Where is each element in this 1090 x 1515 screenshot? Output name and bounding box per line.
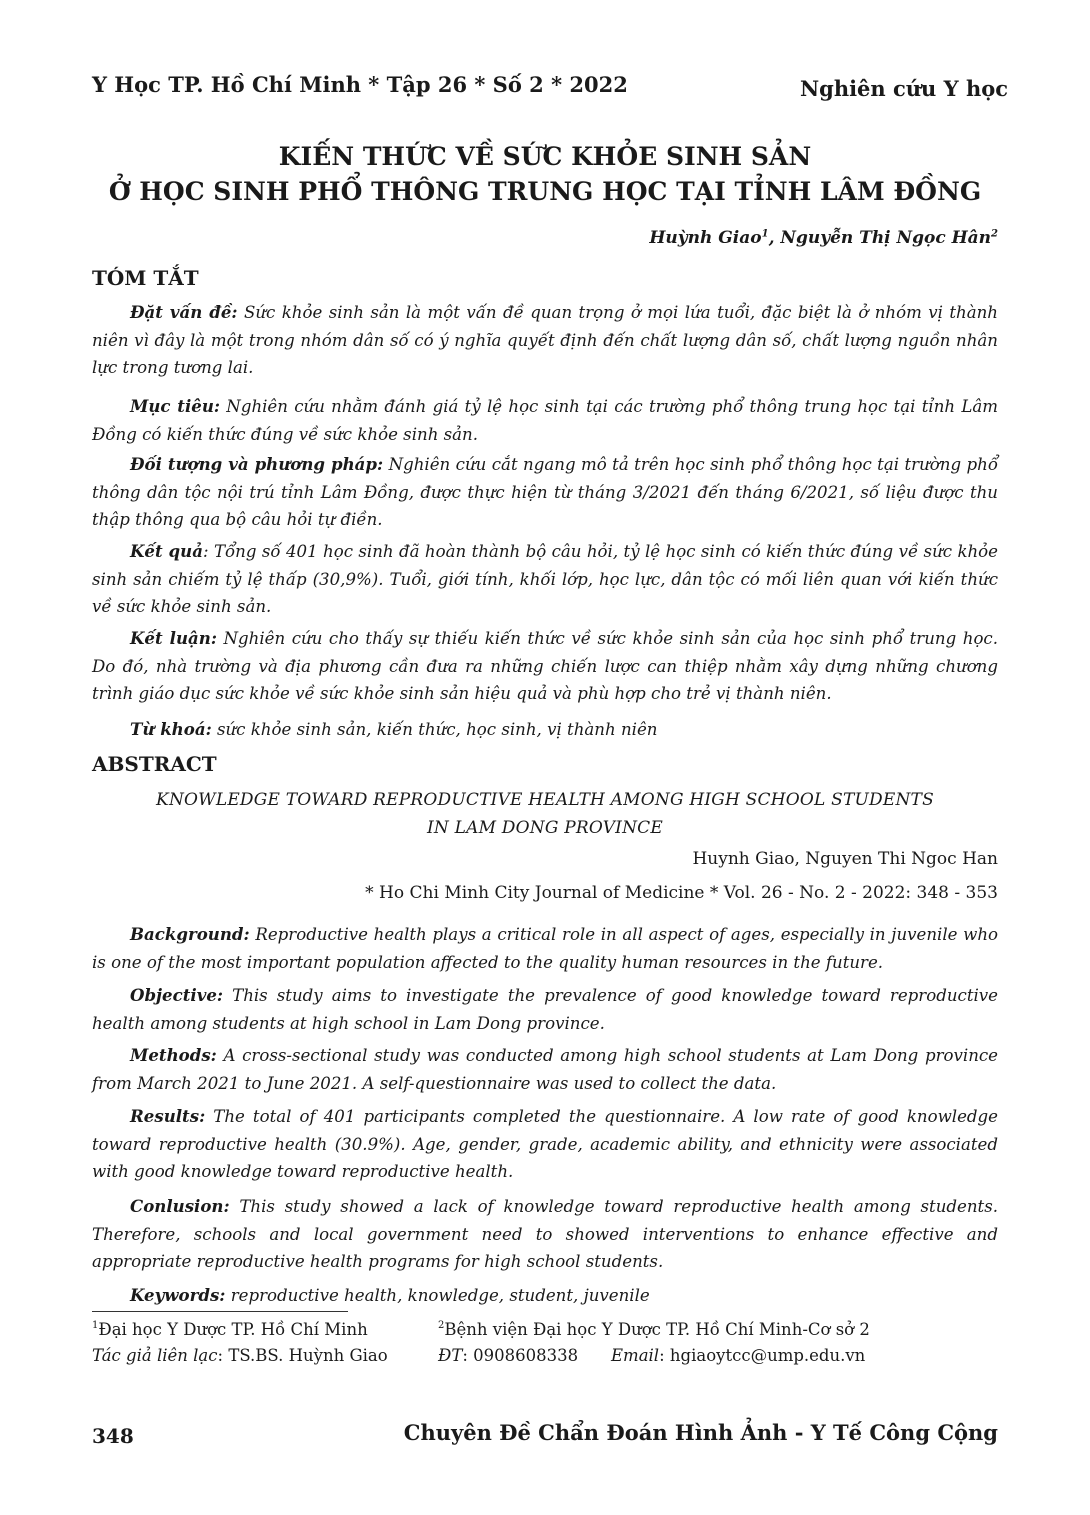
abstract-conclusion-text: This study showed a lack of knowledge toward reproductive health among students. Therefore, schools and local government need to showed interventions to enhance effective and appropriate reproductive health programs for high school students. xyxy=(92,1197,998,1271)
phone-label: ĐT xyxy=(438,1346,463,1365)
paper-title-line1: KIẾN THỨC VỀ SỨC KHỎE SINH SẢN xyxy=(278,142,812,171)
abstract-conclusion-label: Conlusion: xyxy=(130,1196,230,1216)
abstract-objective-text: This study aims to investigate the prevalence of good knowledge toward reproductive health among students at high school in Lam Dong province. xyxy=(92,986,998,1033)
author-separator: , xyxy=(768,228,781,248)
abstract-heading: ABSTRACT xyxy=(92,752,217,776)
email xyxy=(611,1346,865,1365)
tomtat-keywords-text: sức khỏe sinh sản, kiến thức, học sinh, vị thành niên xyxy=(211,720,658,739)
tomtat-keywords xyxy=(92,716,998,744)
citation: * Ho Chi Minh City Journal of Medicine * Vol. 26 - No. 2 - 2022: 348 - 353 xyxy=(365,883,998,903)
abstract-results xyxy=(92,1103,998,1186)
affiliation-1-marker: 1 xyxy=(92,1320,99,1331)
english-title-line1: KNOWLEDGE TOWARD REPRODUCTIVE HEALTH AMONG HIGH SCHOOL STUDENTS xyxy=(156,790,934,810)
phone xyxy=(438,1346,578,1365)
corresponding-author xyxy=(92,1346,388,1365)
tomtat-background xyxy=(92,299,998,382)
tomtat-conclusion xyxy=(92,625,998,708)
abstract-conclusion xyxy=(92,1193,998,1276)
corresponding-author-label: Tác giả liên lạc xyxy=(92,1346,218,1365)
english-title-line2: IN LAM DONG PROVINCE xyxy=(427,818,663,838)
author-2-affiliation: 2 xyxy=(991,228,998,240)
authors-vietnamese xyxy=(649,228,998,248)
tomtat-results-label: Kết quả xyxy=(130,541,203,561)
abstract-background-text: Reproductive health plays a critical role in all aspect of ages, especially in juvenile who is one of the most important population affected to the quality human resources in the future. xyxy=(92,925,998,972)
abstract-background-label: Background: xyxy=(130,924,250,944)
tomtat-methods xyxy=(92,451,998,534)
email-value: : hgiaoytcc@ump.edu.vn xyxy=(659,1346,866,1365)
tomtat-conclusion-text: Nghiên cứu cho thấy sự thiếu kiến thức về sức khỏe sinh sản của học sinh phổ trung học. Do đó, nhà trường và địa phương cần đưa ra những chiến lược can thiệp nhằm xây dựng những chương trình giáo dục sức khỏe về sức khỏe sinh sản hiệu quả và phù hợp cho trẻ vị thành niên. xyxy=(92,629,998,703)
paper-title-line2: Ở HỌC SINH PHỔ THÔNG TRUNG HỌC TẠI TỈNH LÂM ĐỒNG xyxy=(108,177,982,206)
abstract-methods xyxy=(92,1042,998,1097)
corresponding-author-value: : TS.BS. Huỳnh Giao xyxy=(217,1346,388,1365)
abstract-keywords-label: Keywords: xyxy=(130,1285,226,1305)
affiliation-2-marker: 2 xyxy=(438,1320,445,1331)
tomtat-objective-label: Mục tiêu: xyxy=(130,396,221,416)
author-2: Nguyễn Thị Ngọc Hân xyxy=(780,228,992,248)
abstract-results-text: The total of 401 participants completed the questionnaire. A low rate of good knowledge toward reproductive health (30.9%). Age, gender, grade, academic ability, and ethnicity were associated with good knowledge toward reproductive health. xyxy=(92,1107,998,1181)
authors-english: Huynh Giao, Nguyen Thi Ngoc Han xyxy=(692,849,998,869)
affiliation-2 xyxy=(438,1320,870,1339)
tomtat-results xyxy=(92,538,998,621)
abstract-results-label: Results: xyxy=(130,1106,206,1126)
section-header: Nghiên cứu Y học xyxy=(799,76,1008,101)
abstract-keywords xyxy=(92,1282,998,1310)
tomtat-methods-text: Nghiên cứu cắt ngang mô tả trên học sinh phổ thông học tại trường phổ thông dân tộc nội trú tỉnh Lâm Đồng, được thực hiện từ tháng 3/2021 đến tháng 6/2021, số liệu được thu thập thông qua bộ câu hỏi tự điền. xyxy=(92,455,998,529)
tomtat-objective xyxy=(92,393,998,448)
author-1-affiliation: 1 xyxy=(761,228,769,240)
abstract-background xyxy=(92,921,998,976)
footnote-divider xyxy=(92,1311,348,1312)
abstract-objective xyxy=(92,982,998,1037)
abstract-keywords-text: reproductive health, knowledge, student, juvenile xyxy=(225,1286,650,1305)
tomtat-keywords-label: Từ khoá: xyxy=(130,719,212,739)
phone-value: : 0908608338 xyxy=(462,1346,579,1365)
tomtat-methods-label: Đối tượng và phương pháp: xyxy=(130,454,384,474)
affiliation-2-text: Bệnh viện Đại học Y Dược TP. Hồ Chí Minh-Cơ sở 2 xyxy=(444,1320,870,1339)
tomtat-background-label: Đặt vấn đề: xyxy=(130,302,238,322)
affiliation-1-text: Đại học Y Dược TP. Hồ Chí Minh xyxy=(98,1320,368,1339)
abstract-objective-label: Objective: xyxy=(130,985,224,1005)
email-label: Email xyxy=(611,1346,660,1365)
tomtat-results-text: : Tổng số 401 học sinh đã hoàn thành bộ câu hỏi, tỷ lệ học sinh có kiến thức đúng về sức khỏe sinh sản chiếm tỷ lệ thấp (30,9%). Tuổi, giới tính, khối lớp, học lực, dân tộc có mối liên quan với kiến thức về sức khỏe sinh sản. xyxy=(92,542,998,616)
page-number: 348 xyxy=(92,1424,134,1448)
series-title: Chuyên Đề Chẩn Đoán Hình Ảnh - Y Tế Công Cộng xyxy=(403,1420,998,1445)
journal-header: Y Học TP. Hồ Chí Minh * Tập 26 * Số 2 * 2022 xyxy=(92,72,628,97)
author-1: Huỳnh Giao xyxy=(649,228,762,248)
abstract-methods-label: Methods: xyxy=(130,1045,217,1065)
tomtat-objective-text: Nghiên cứu nhằm đánh giá tỷ lệ học sinh tại các trường phổ thông trung học tại tỉnh Lâm Đồng có kiến thức đúng về sức khỏe sinh sản. xyxy=(92,397,998,444)
abstract-methods-text: A cross-sectional study was conducted among high school students at Lam Dong province from March 2021 to June 2021. A self-questionnaire was used to collect the data. xyxy=(92,1046,998,1093)
tomtat-conclusion-label: Kết luận: xyxy=(130,628,217,648)
tomtat-background-text: Sức khỏe sinh sản là một vấn đề quan trọng ở mọi lứa tuổi, đặc biệt là ở nhóm vị thành niên vì đây là một trong nhóm dân số có ý nghĩa quyết định đến chất lượng dân số, chất lượng nguồn nhân lực trong tương lai. xyxy=(92,303,998,377)
affiliation-1 xyxy=(92,1320,368,1339)
tomtat-heading: TÓM TẮT xyxy=(92,266,199,290)
